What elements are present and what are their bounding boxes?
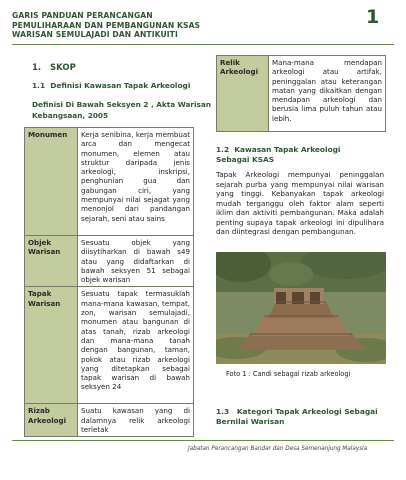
relic-definition-table — [216, 55, 386, 132]
term-cell: Objek Warisan — [25, 236, 78, 287]
subsection-1-2-number: 1.2 — [216, 145, 230, 154]
subsection-1-2-paragraph: Tapak Arkeologi mempunyai peninggalan sejarah purba yang mempunyai nilai warisan yang tinggi. Kebanyakan tapak arkeologi mudah terganggu oleh faktor alam seperti iklim dan aktiviti pembangunan. Maka adalah penting supaya tapak arkeologi ini dipulihara dan diintegrasi dengan pembangunan. — [216, 170, 384, 236]
table-row — [217, 56, 386, 132]
term-cell: Monumen — [25, 128, 78, 236]
definition-cell: Kerja senibina, kerja membuat arca dan mengecat monumen, elemen atau struktur daripada jenis arkeologi, inskripsi, penghunian gua dan gabungan ciri, yang mempunyai nilai sejagat yang menonjol dari pandangan sejarah, seni atau sains — [78, 128, 194, 236]
subsection-1-1-number: 1.1 — [32, 81, 46, 90]
subsection-1-3-heading — [216, 407, 392, 426]
footer-divider — [12, 440, 394, 441]
subsection-1-2-title: Kawasan Tapak Arkeologi Sebagai KSAS — [216, 145, 341, 164]
document-header — [12, 11, 342, 40]
section-title: SKOP — [50, 63, 76, 73]
footer-text: Jabatan Perancangan Bandar dan Desa Semenanjung Malaysia — [188, 446, 368, 452]
subsection-1-2-heading — [216, 145, 368, 164]
definition-cell: Sesuatu tapak termasuklah mana-mana kawasan, tempat, zon, warisan semulajadi, monumen atau bangunan di atas tanah, rizab arkeologi dan mana-mana tanah dengan bangunan, taman, pokok atau rizab arkeologi yang ditetapkan sebagai tapak warisan di bawah seksyen 24 — [78, 287, 194, 404]
table-row — [25, 287, 194, 404]
header-line-2: PEMULIHARAAN DAN PEMBANGUNAN KSAS — [12, 20, 201, 30]
header-line-1: GARIS PANDUAN PERANCANGAN — [12, 11, 153, 20]
definitions-table — [24, 127, 194, 437]
term-cell: Relik Arkeologi — [217, 56, 269, 132]
term-cell: Rizab Arkeologi — [25, 404, 78, 437]
header-line-3: WARISAN SEMULAJADI DAN ANTIKUITI — [12, 30, 178, 40]
section-number: 1. — [32, 63, 42, 73]
header-divider — [12, 44, 394, 45]
table-row — [25, 404, 194, 437]
subsection-1-1-title: Definisi Kawasan Tapak Arkeologi — [50, 81, 191, 90]
subsection-1-1-heading — [32, 81, 190, 90]
section-heading — [32, 63, 76, 73]
candi-photo — [216, 252, 386, 364]
table-row — [25, 128, 194, 236]
photo-caption: Foto 1 : Candi sebagai rizab arkeologi — [226, 370, 351, 378]
subsection-1-3-title: Kategori Tapak Arkeologi Sebagai Bernilai Warisan — [216, 407, 378, 426]
definition-heading: Definisi Di Bawah Seksyen 2 , Akta Warisan Kebangsaan, 2005 — [32, 100, 211, 120]
definition-cell: Suatu kawasan yang di dalamnya relik arkeologi terletak — [78, 404, 194, 437]
table-row — [25, 236, 194, 287]
term-cell: Tapak Warisan — [25, 287, 78, 404]
subsection-1-3-number: 1.3 — [216, 407, 230, 416]
definition-cell: Sesuatu objek yang diisytiharkan di bawah s49 atau yang didaftarkan di bawah seksyen 51 sebagai objek warisan — [78, 236, 194, 287]
candi-illustration — [216, 252, 386, 364]
definition-cell: Mana-mana mendapan arkeologi atau artifak, peninggalan atau keterangan matan yang dikaitkan dengan mendapan arkeologi dan berusia lima puluh tahun atau lebih. — [269, 56, 386, 132]
page-number: 1 — [366, 6, 380, 28]
